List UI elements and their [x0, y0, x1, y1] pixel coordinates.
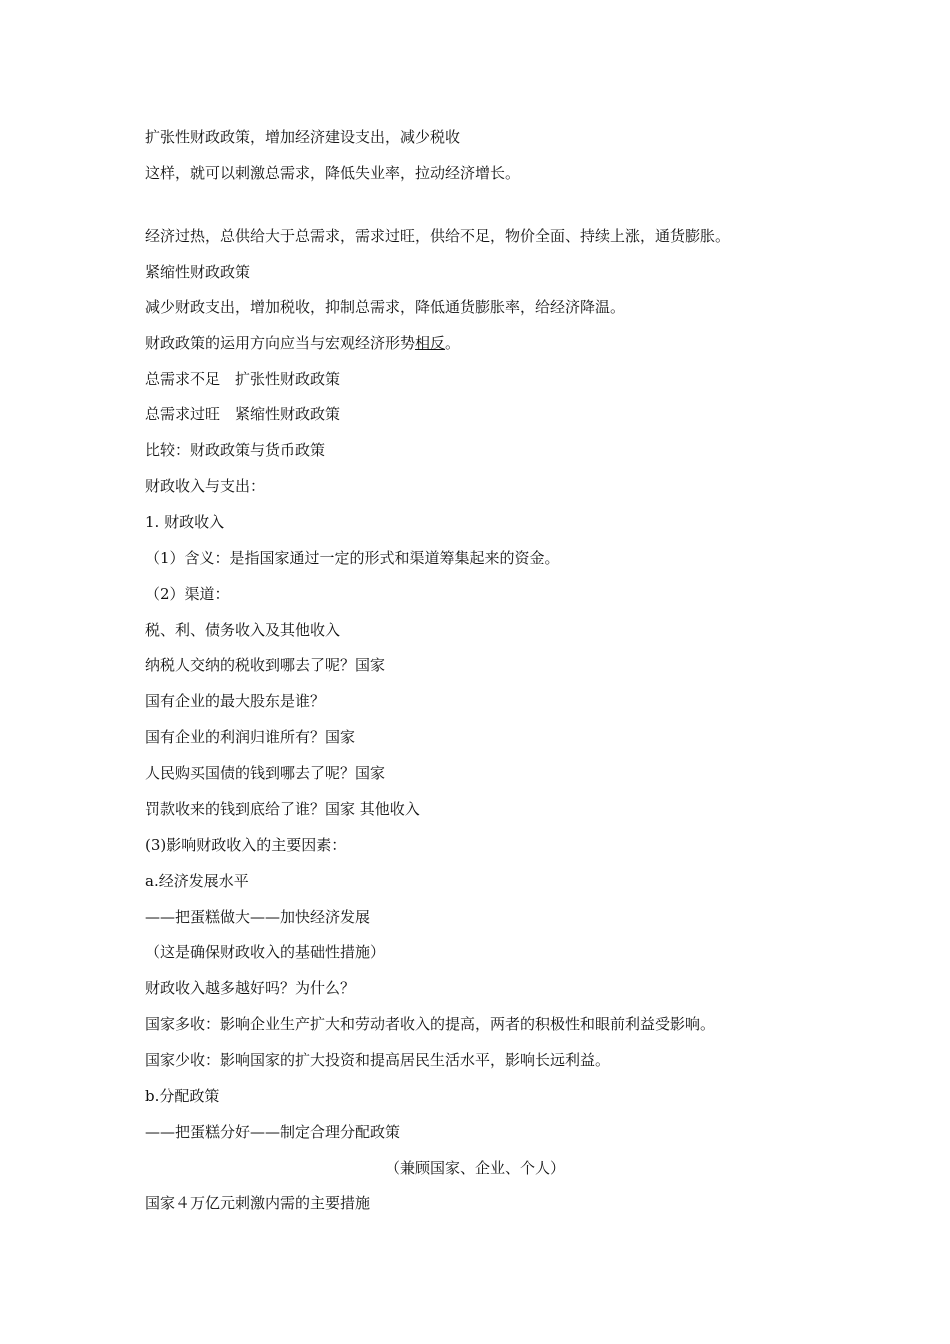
text-line-fiscal-revenue-heading: 1. 财政收入 [145, 513, 225, 531]
text-line-tax-question: 纳税人交纳的税收到哪去了呢？国家 [145, 656, 386, 674]
text-line-more-better-question: 财政收入越多越好吗？为什么？ [145, 979, 356, 997]
text-line-insufficient-demand: 总需求不足 扩张性财政政策 [145, 370, 341, 388]
text-line-excessive-demand: 总需求过旺 紧缩性财政政策 [145, 405, 341, 423]
text-line-reduce-spending: 减少财政支出，增加税收，抑制总需求，降低通货膨胀率，给经济降温。 [145, 298, 626, 316]
policy-direction-text: 财政政策的运用方向应当与宏观经济形势 [145, 334, 416, 352]
text-line-comparison: 比较：财政政策与货币政策 [145, 441, 326, 459]
text-line-bigger-cake: ——把蛋糕做大——加快经济发展 [145, 908, 371, 926]
text-line-bond-question: 人民购买国债的钱到哪去了呢？国家 [145, 764, 386, 782]
text-line-share-cake: ——把蛋糕分好——制定合理分配政策 [145, 1123, 401, 1141]
text-line-profit-question: 国有企业的利润归谁所有？国家 [145, 728, 356, 746]
text-line-factors-heading: (3)影响财政收入的主要因素： [145, 836, 347, 854]
text-line-collect-less: 国家少收：影响国家的扩大投资和提高居民生活水平，影响长远利益。 [145, 1051, 611, 1069]
text-line-contractionary-policy: 紧缩性财政政策 [145, 263, 251, 281]
text-line-revenue-types: 税、利、债务收入及其他收入 [145, 621, 341, 639]
text-line-collect-more: 国家多收：影响企业生产扩大和劳动者收入的提高，两者的积极性和眼前利益受影响。 [145, 1015, 716, 1033]
text-line-economic-level: a.经济发展水平 [145, 872, 249, 890]
underlined-word: 相反 [415, 334, 446, 352]
text-line-shareholder-question: 国有企业的最大股东是谁？ [145, 692, 326, 710]
text-line-definition: （1）含义：是指国家通过一定的形式和渠道筹集起来的资金。 [145, 549, 560, 567]
text-line-expansionary-policy: 扩张性财政政策，增加经济建设支出，减少税收 [145, 128, 461, 146]
period-mark: 。 [445, 334, 461, 352]
text-line-policy-direction [145, 333, 460, 353]
text-line-stimulus-measures: 国家４万亿元刺激内需的主要措施 [145, 1194, 371, 1212]
text-line-revenue-expenditure: 财政收入与支出： [145, 477, 266, 495]
text-line-overheating: 经济过热，总供给大于总需求，需求过旺，供给不足，物价全面、持续上涨，通货膨胀。 [145, 227, 731, 245]
text-line-channels: （2）渠道： [145, 585, 230, 603]
text-line-fine-question: 罚款收来的钱到底给了谁？国家 其他收入 [145, 800, 420, 818]
text-line-balance-interests: （兼顾国家、企业、个人） [384, 1159, 565, 1177]
text-line-basic-measure: （这是确保财政收入的基础性措施） [145, 943, 386, 961]
text-line-distribution-policy: b.分配政策 [145, 1087, 220, 1105]
text-line-stimulate-demand: 这样，就可以刺激总需求，降低失业率，拉动经济增长。 [145, 164, 521, 182]
